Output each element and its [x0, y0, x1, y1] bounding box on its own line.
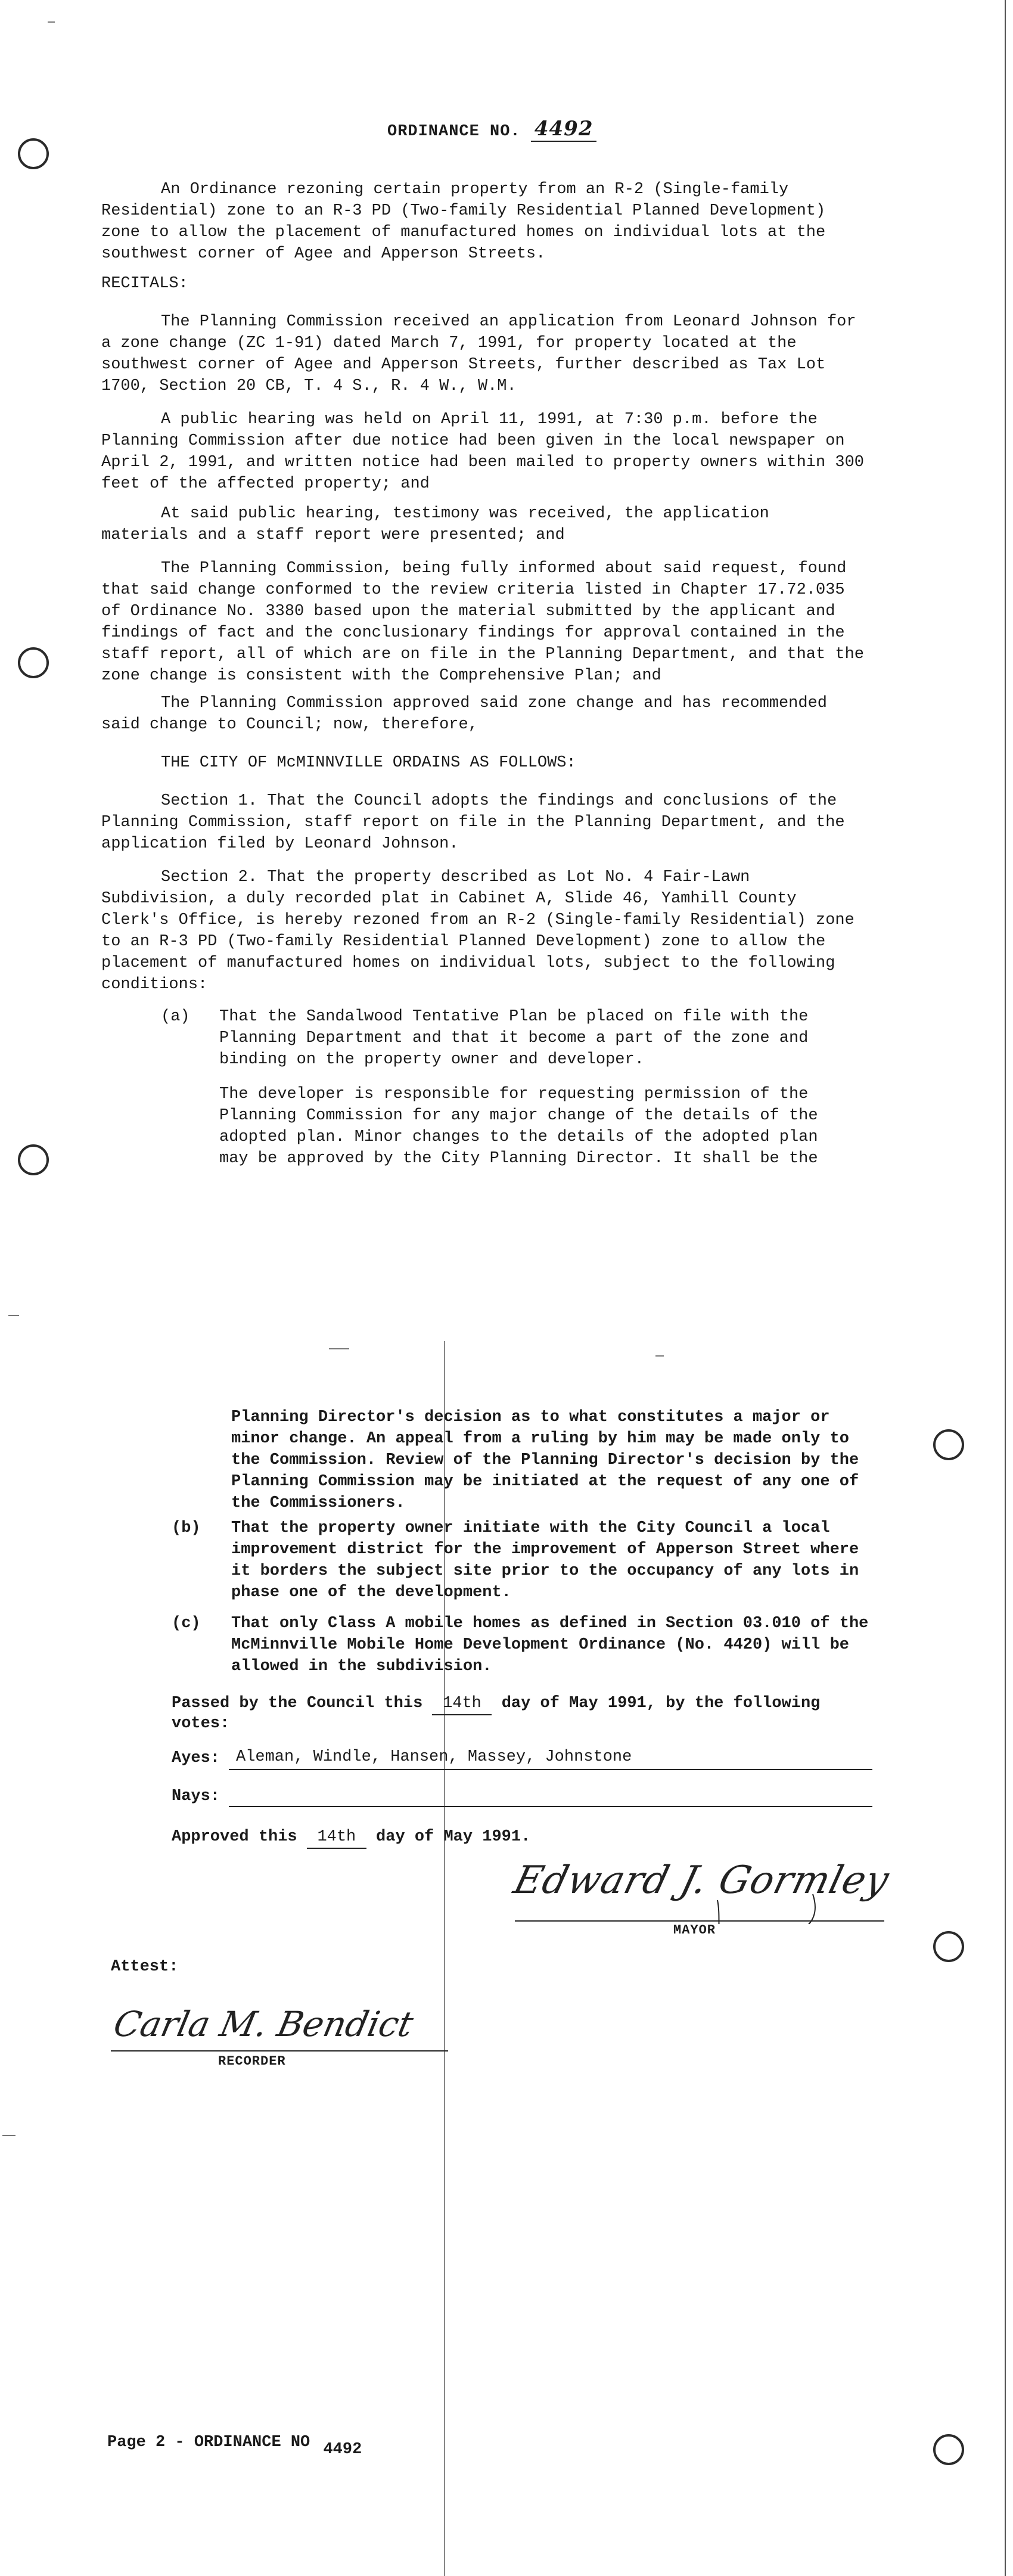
mayor-signature [509, 1858, 894, 1924]
nays-label: Nays: [172, 1787, 220, 1805]
ordinance-title-prefix: ORDINANCE NO. [387, 123, 521, 141]
punch-hole-5 [933, 1931, 964, 1962]
recital-3: At said public hearing, testimony was received, the application materials and a staff report were presented; and [101, 505, 769, 544]
recital-1: The Planning Commission received an application from Leonard Johnson for a zone change (ZC 1-91) dated March 7, 1991, for property located at the southwest corner of Agee and Apperson Streets, further described as Tax Lot 1700, Section 20 CB, T. 4 S., R. 4 W., W.M. [101, 313, 856, 395]
mayor-signature-line [515, 1920, 884, 1922]
condition-c-label: (c) [172, 1615, 201, 1632]
recorder-label: RECORDER [218, 2054, 286, 2069]
punch-hole-2 [18, 647, 49, 678]
recital-2: A public hearing was held on April 11, 1991, at 7:30 p.m. before the Planning Commission after due notice had been given in the local newspaper on April 2, 1991, and written notice had been mailed to property owners within 300 feet of the affected property; and [101, 411, 865, 493]
punch-hole-3 [18, 1144, 49, 1175]
condition-b-label: (b) [172, 1519, 201, 1537]
approved-line [172, 1826, 708, 1849]
section-1: Section 1. That the Council adopts the findings and conclusions of the Planning Commission, staff report on file in the Planning Department, and the application filed by Leonard Johnson. [101, 792, 845, 853]
punch-hole-6 [933, 2434, 964, 2465]
recitals-heading: RECITALS: [101, 275, 188, 293]
scan-smudge [48, 21, 55, 23]
ayes-label: Ayes: [172, 1749, 220, 1767]
scan-smudge [2, 2135, 15, 2136]
recorder-signature-line [111, 2050, 448, 2052]
recorder-signature: Carla M. Bendict [110, 2004, 417, 2044]
ordinance-number-handwritten: 4492 [531, 117, 597, 142]
recital-5: The Planning Commission approved said zone change and has recommended said change to Council; now, therefore, [101, 694, 827, 734]
approved-suffix: day of May 1991. [376, 1828, 531, 1846]
ordains-clause: THE CITY OF McMINNVILLE ORDAINS AS FOLLOWS: [161, 754, 576, 772]
ayes-line [229, 1769, 872, 1770]
ordinance-intro: An Ordinance rezoning certain property from an R-2 (Single-family Residential) zone to an R-3 PD (Two-family Residential Planned Development) zone to allow the placement of manufactured homes on individual lots at the southwest corner of Agee and Apperson Streets. [101, 181, 826, 263]
attest-label: Attest: [111, 1958, 179, 1976]
scan-smudge [329, 1348, 349, 1349]
votes-label: votes: [172, 1715, 230, 1733]
condition-a-label: (a) [161, 1008, 190, 1026]
punch-hole-1 [18, 138, 49, 169]
scan-smudge [655, 1355, 664, 1357]
footer-label: Page 2 - ORDINANCE NO [107, 2434, 310, 2451]
nays-line [229, 1806, 872, 1807]
recital-4: The Planning Commission, being fully informed about said request, found that said change conformed to the review criteria listed in Chapter 17.72.035 of Ordinance No. 3380 based upon the material submitted by the applicant and findings of fact and the conclusionary findings for approval contained in the staff report, all of which are on file in the Planning Department, and that the zone change is consistent with the Comprehensive Plan; and [101, 560, 865, 685]
mayor-label: MAYOR [673, 1923, 716, 1938]
mayor-signature-flourish [515, 1858, 884, 1924]
condition-b-text: That the property owner initiate with the City Council a local improvement district for the improvement of Apperson Street where it borders the subject site prior to the occupancy of any lots in phase one of the development. [231, 1519, 859, 1602]
ordinance-title [387, 117, 596, 141]
punch-hole-4 [933, 1429, 964, 1460]
passed-day: 14th [432, 1693, 492, 1715]
footer-number: 4492 [323, 2441, 362, 2459]
condition-c-text: That only Class A mobile homes as defined in Section 03.010 of the McMinnville Mobile Home Development Ordinance (No. 4420) will be allowed in the subdivision. [231, 1615, 869, 1675]
mayor-signature-script: Edward J. Gormley [509, 1858, 894, 1902]
scan-right-edge-line [1005, 0, 1006, 2576]
ayes-names: Aleman, Windle, Hansen, Massey, Johnstone [236, 1748, 632, 1766]
approved-prefix: Approved this [172, 1828, 297, 1846]
approved-day: 14th [307, 1826, 366, 1849]
condition-a-continuation: Planning Director's decision as to what constitutes a major or minor change. An appeal from a ruling by him may be made only to the Commission. Review of the Planning Director's decision by the Planning Commission may be initiated at the request of any one of the Commissioners. [231, 1408, 859, 1512]
passed-by-council-line [172, 1693, 887, 1715]
passed-prefix: Passed by the Council this [172, 1694, 423, 1712]
scan-smudge [8, 1315, 19, 1316]
passed-suffix: day of May 1991, by the following [501, 1694, 821, 1712]
section-2: Section 2. That the property described as Lot No. 4 Fair-Lawn Subdivision, a duly recorded plat in Cabinet A, Slide 46, Yamhill County Clerk's Office, is hereby rezoned from an R-2 (Single-family Residential) zone to an R-3 PD (Two-family Residential Planned Development) zone to allow the placement of manufactured homes on individual lots, subject to the following conditions: [101, 868, 854, 994]
condition-a-text: That the Sandalwood Tentative Plan be placed on file with the Planning Department and that it become a part of the zone and binding on the property owner and developer. [219, 1008, 809, 1069]
page-footer [107, 2432, 524, 2459]
condition-a-text-continued: The developer is responsible for requesting permission of the Planning Commission for any major change of the details of the adopted plan. Minor changes to the details of the adopted plan may be approved by the City Planning Director. It shall be the [219, 1085, 818, 1168]
